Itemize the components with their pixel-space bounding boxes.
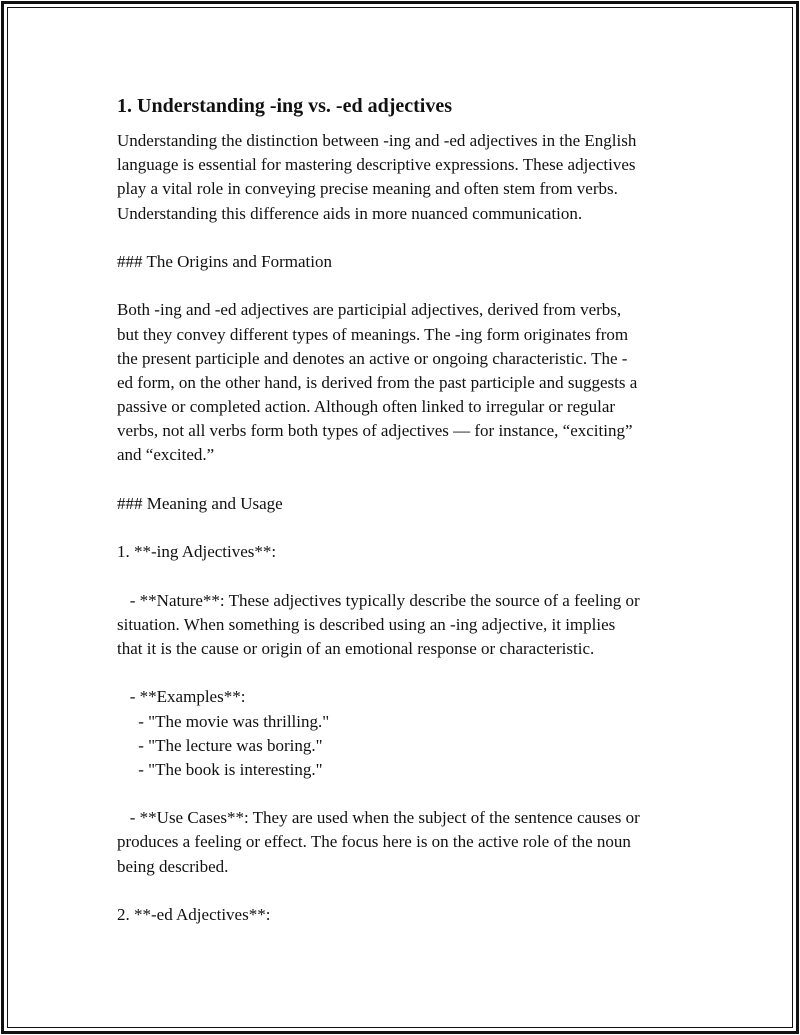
- paragraph-gap: [117, 516, 697, 540]
- text-line: verbs, not all verbs form both types of adjectives — for instance, “exciting”: [117, 421, 633, 441]
- paragraph-gap: [117, 564, 697, 588]
- paragraph-gap: [117, 468, 697, 492]
- subheading-origins: ### The Origins and Formation: [117, 251, 332, 271]
- text-line: produces a feeling or effect. The focus here is on the active role of the noun: [117, 832, 631, 852]
- text-line: ed form, on the other hand, is derived from the past participle and suggests a: [117, 372, 638, 392]
- text-line: that it is the cause or origin of an emotional response or characteristic.: [117, 638, 595, 658]
- paragraph-gap: [117, 782, 697, 806]
- text-line: - **Nature**: These adjectives typically describe the source of a feeling or: [117, 590, 640, 610]
- subheading-usage: ### Meaning and Usage: [117, 493, 283, 513]
- use-cases-paragraph: [117, 806, 697, 879]
- nature-paragraph: [117, 589, 697, 662]
- text-line: situation. When something is described using an -ing adjective, it implies: [117, 614, 616, 634]
- examples-label: - **Examples**:: [117, 687, 246, 707]
- text-line: Understanding this difference aids in more nuanced communication.: [117, 203, 583, 223]
- section-heading: 1. Understanding -ing vs. -ed adjectives: [117, 95, 453, 117]
- ed-adjectives-heading: 2. **-ed Adjectives**:: [117, 905, 271, 924]
- text-line: play a vital role in conveying precise meaning and often stem from verbs.: [117, 179, 618, 199]
- text-line: - **Use Cases**: They are used when the subject of the sentence causes or: [117, 808, 640, 828]
- list-item: - "The movie was thrilling.": [117, 711, 330, 731]
- text-line: and “excited.”: [117, 445, 215, 465]
- list-item: - "The lecture was boring.": [117, 735, 323, 755]
- origins-paragraph: [117, 298, 697, 467]
- text-line: Both -ing and -ed adjectives are participial adjectives, derived from verbs,: [117, 300, 622, 320]
- ing-adjectives-heading: 1. **-ing Adjectives**:: [117, 542, 277, 562]
- text-line: passive or completed action. Although often linked to irregular or regular: [117, 397, 616, 417]
- paragraph-gap: [117, 879, 697, 903]
- text-line: language is essential for mastering descriptive expressions. These adjectives: [117, 155, 636, 175]
- paragraph-gap: [117, 226, 697, 250]
- document-body: [117, 92, 697, 927]
- text-line: the present participle and denotes an active or ongoing characteristic. The -: [117, 348, 628, 368]
- text-line: being described.: [117, 856, 229, 876]
- paragraph-gap: [117, 661, 697, 685]
- text-line: Understanding the distinction between -ing and -ed adjectives in the English: [117, 131, 637, 150]
- paragraph-gap: [117, 274, 697, 298]
- intro-paragraph: [117, 129, 697, 226]
- text-line: but they convey different types of meanings. The -ing form originates from: [117, 324, 629, 344]
- list-item: - "The book is interesting.": [117, 759, 323, 779]
- examples-list: [117, 685, 697, 782]
